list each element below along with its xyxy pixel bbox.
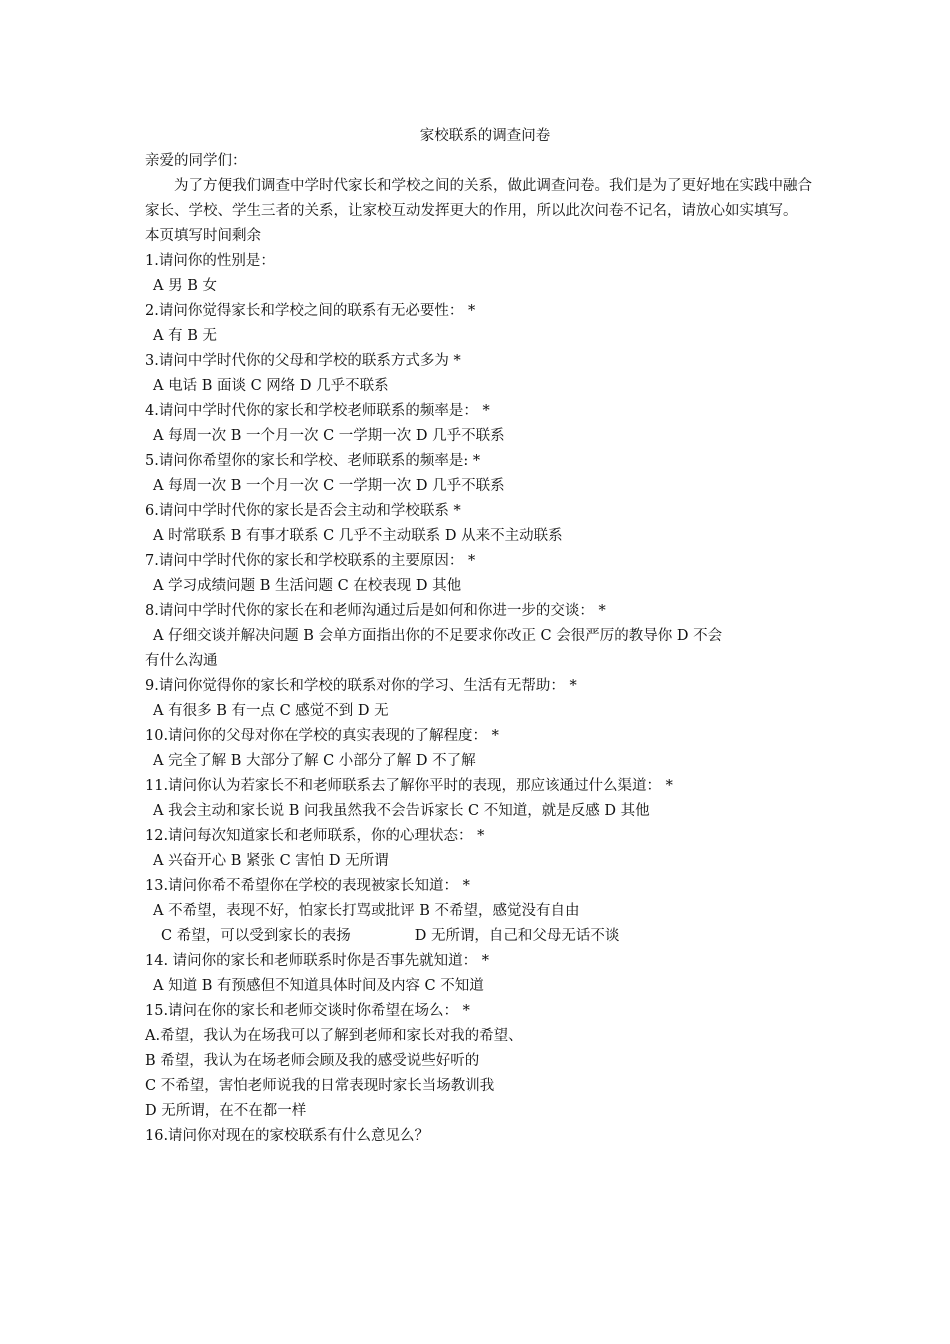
question-11 — [145, 774, 825, 824]
question-text: 16.请问你对现在的家校联系有什么意见么？ — [145, 1128, 430, 1144]
question-text: 7.请问中学时代你的家长和学校联系的主要原因： * — [145, 553, 476, 569]
question-text: 2.请问你觉得家长和学校之间的联系有无必要性： * — [145, 303, 476, 319]
question-2 — [145, 299, 825, 349]
question-options: A 兴奋开心 B 紧张 C 害怕 D 无所谓 — [153, 853, 389, 869]
document-body — [145, 124, 825, 1149]
question-options: A 时常联系 B 有事才联系 C 几乎不主动联系 D 从来不主动联系 — [153, 528, 563, 544]
question-options: A 我会主动和家长说 B 问我虽然我不会告诉家长 C 不知道，就是反感 D 其他 — [153, 803, 650, 819]
question-3 — [145, 349, 825, 399]
question-6 — [145, 499, 825, 549]
question-12 — [145, 824, 825, 874]
question-option-a: A.希望，我认为在场我可以了解到老师和家长对我的希望、 — [145, 1028, 523, 1044]
question-text: 9.请问你觉得你的家长和学校的联系对你的学习、生活有无帮助： * — [145, 678, 577, 694]
question-options: A 每周一次 B 一个月一次 C 一学期一次 D 几乎不联系 — [153, 478, 505, 494]
option-d: D 无所谓，自己和父母无话不谈 — [414, 928, 620, 944]
question-7 — [145, 549, 825, 599]
question-options: A 电话 B 面谈 C 网络 D 几乎不联系 — [153, 378, 389, 394]
option-c: C 希望，可以受到家长的表扬 — [161, 928, 351, 944]
question-text: 8.请问中学时代你的家长在和老师沟通过后是如何和你进一步的交谈： * — [145, 603, 606, 619]
intro-paragraph: 为了方便我们调查中学时代家长和学校之间的关系，做此调查问卷。我们是为了更好地在实践中融合家长、学校、学生三者的关系，让家校互动发挥更大的作用，所以此次问卷不记名，请放心如实填写。 — [145, 178, 812, 219]
timer-label: 本页填写时间剩余 — [145, 228, 261, 244]
question-options: A 不希望，表现不好，怕家长打骂或批评 B 不希望，感觉没有自由 — [153, 903, 580, 919]
question-options: A 男 B 女 — [153, 278, 217, 294]
question-14 — [145, 949, 825, 999]
greeting: 亲爱的同学们： — [145, 153, 247, 169]
question-text: 4.请问中学时代你的家长和学校老师联系的频率是： * — [145, 403, 490, 419]
question-options: A 每周一次 B 一个月一次 C 一学期一次 D 几乎不联系 — [153, 428, 505, 444]
question-options: A 知道 B 有预感但不知道具体时间及内容 C 不知道 — [153, 978, 484, 994]
document-title: 家校联系的调查问卷 — [419, 128, 551, 144]
question-text: 13.请问你希不希望你在学校的表现被家长知道： * — [145, 878, 470, 894]
question-text: 11.请问你认为若家长不和老师联系去了解你平时的表现，那应该通过什么渠道： * — [145, 778, 673, 794]
question-16 — [145, 1124, 825, 1149]
question-options: A 学习成绩问题 B 生活问题 C 在校表现 D 其他 — [153, 578, 462, 594]
question-10 — [145, 724, 825, 774]
question-options: A 有很多 B 有一点 C 感觉不到 D 无 — [153, 703, 389, 719]
question-text: 5.请问你希望你的家长和学校、老师联系的频率是: * — [145, 453, 481, 469]
question-option-d: D 无所谓，在不在都一样 — [145, 1103, 307, 1119]
question-1 — [145, 249, 825, 299]
question-options-continued: 有什么沟通 — [145, 653, 218, 669]
question-text: 12.请问每次知道家长和老师联系，你的心理状态： * — [145, 828, 485, 844]
question-options: A 有 B 无 — [153, 328, 217, 344]
question-options: A 完全了解 B 大部分了解 C 小部分了解 D 不了解 — [153, 753, 476, 769]
question-8 — [145, 599, 825, 674]
question-option-b: B 希望，我认为在场老师会顾及我的感受说些好听的 — [145, 1053, 480, 1069]
question-13 — [145, 874, 825, 949]
question-text: 10.请问你的父母对你在学校的真实表现的了解程度： * — [145, 728, 499, 744]
question-4 — [145, 399, 825, 449]
question-text: 1.请问你的性别是： — [145, 253, 275, 269]
question-options-continued — [145, 924, 825, 949]
question-9 — [145, 674, 825, 724]
question-text: 14. 请问你的家长和老师联系时你是否事先就知道： * — [145, 953, 490, 969]
question-option-c: C 不希望，害怕老师说我的日常表现时家长当场教训我 — [145, 1078, 495, 1094]
question-text: 15.请问在你的家长和老师交谈时你希望在场么： * — [145, 1003, 470, 1019]
question-options: A 仔细交谈并解决问题 B 会单方面指出你的不足要求你改正 C 会很严厉的教导你 D 不会 — [153, 628, 723, 644]
question-text: 6.请问中学时代你的家长是否会主动和学校联系 * — [145, 503, 461, 519]
question-15 — [145, 999, 825, 1124]
question-text: 3.请问中学时代你的父母和学校的联系方式多为 * — [145, 353, 461, 369]
question-5 — [145, 449, 825, 499]
